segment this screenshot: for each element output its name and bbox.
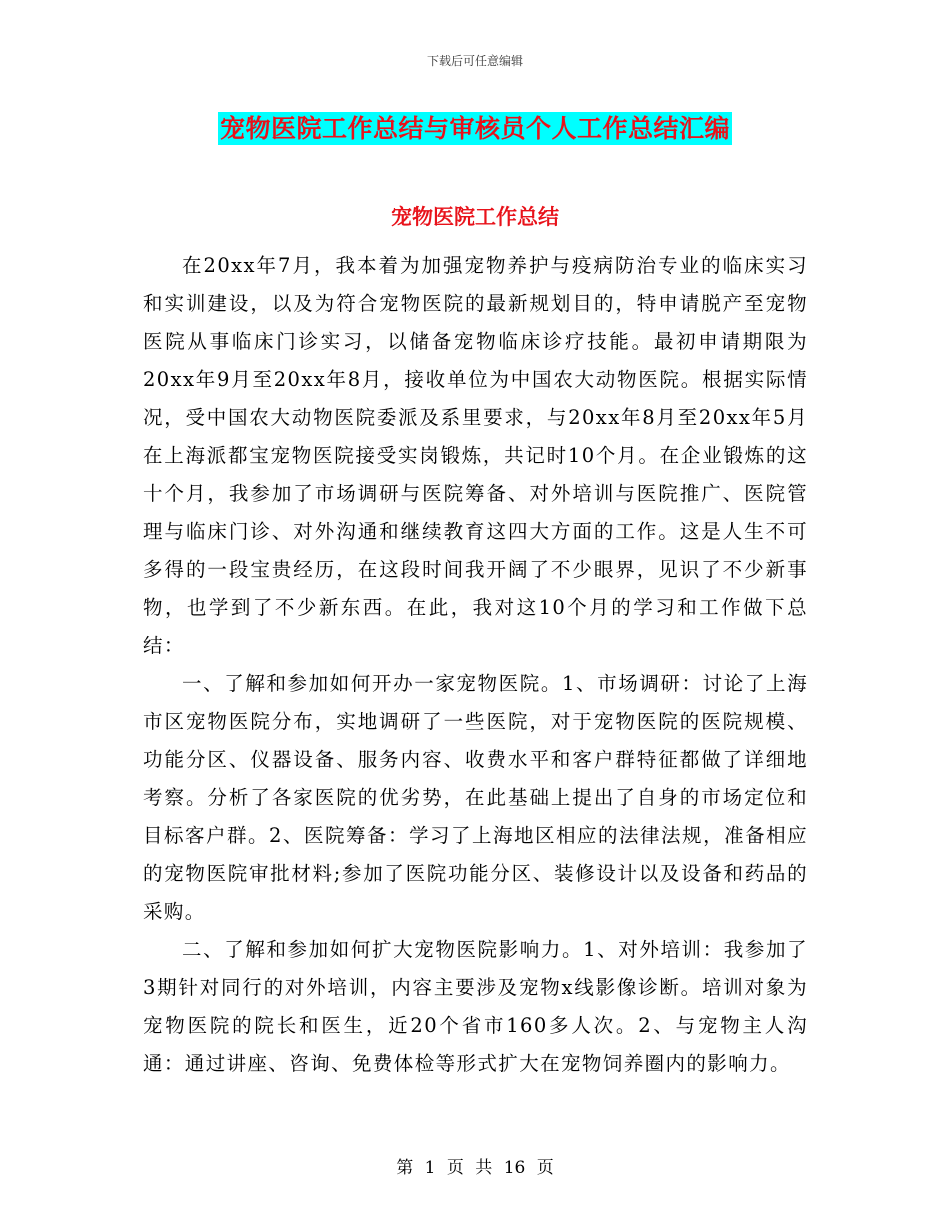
section-title: 宠物医院工作总结	[391, 205, 559, 229]
main-title: 宠物医院工作总结与审核员个人工作总结汇编	[219, 114, 730, 143]
document-body	[143, 247, 808, 1083]
page-footer: 第 1 页 共 16 页	[396, 1158, 554, 1178]
paragraph-section-two: 二、了解和参加如何扩大宠物医院影响力。1、对外培训：我参加了3期针对同行的对外培训，内容主要涉及宠物x线影像诊断。培训对象为宠物医院的院长和医生，近20个省市160多人次。2、与宠物主人沟通：通过讲座、咨询、免费体检等形式扩大在宠物饲养圈内的影响力。	[143, 938, 808, 1075]
paragraph-section-one: 一、了解和参加如何开办一家宠物医院。1、市场调研：讨论了上海市区宠物医院分布，实地调研了一些医院，对于宠物医院的医院规模、功能分区、仪器设备、服务内容、收费水平和客户群特征都做了详细地考察。分析了各家医院的优劣势，在此基础上提出了自身的市场定位和目标客户群。2、医院筹备：学习了上海地区相应的法律法规，准备相应的宠物医院审批材料;参加了医院功能分区、装修设计以及设备和药品的采购。	[143, 672, 808, 923]
paragraph-intro: 在20xx年7月，我本着为加强宠物养护与疫病防治专业的临床实习和实训建设，以及为符合宠物医院的最新规划目的，特申请脱产至宠物医院从事临床门诊实习，以储备宠物临床诊疗技能。最初申请期限为20xx年9月至20xx年8月，接收单位为中国农大动物医院。根据实际情况，受中国农大动物医院委派及系里要求，与20xx年8月至20xx年5月在上海派都宝宠物医院接受实岗锻炼，共记时10个月。在企业锻炼的这十个月，我参加了市场调研与医院筹备、对外培训与医院推广、医院管理与临床门诊、对外沟通和继续教育这四大方面的工作。这是人生不可多得的一段宝贵经历，在这段时间我开阔了不少眼界，见识了不少新事物，也学到了不少新东西。在此，我对这10个月的学习和工作做下总结：	[143, 254, 808, 657]
header-note: 下载后可任意编辑	[426, 54, 523, 68]
main-title-container	[0, 112, 950, 145]
